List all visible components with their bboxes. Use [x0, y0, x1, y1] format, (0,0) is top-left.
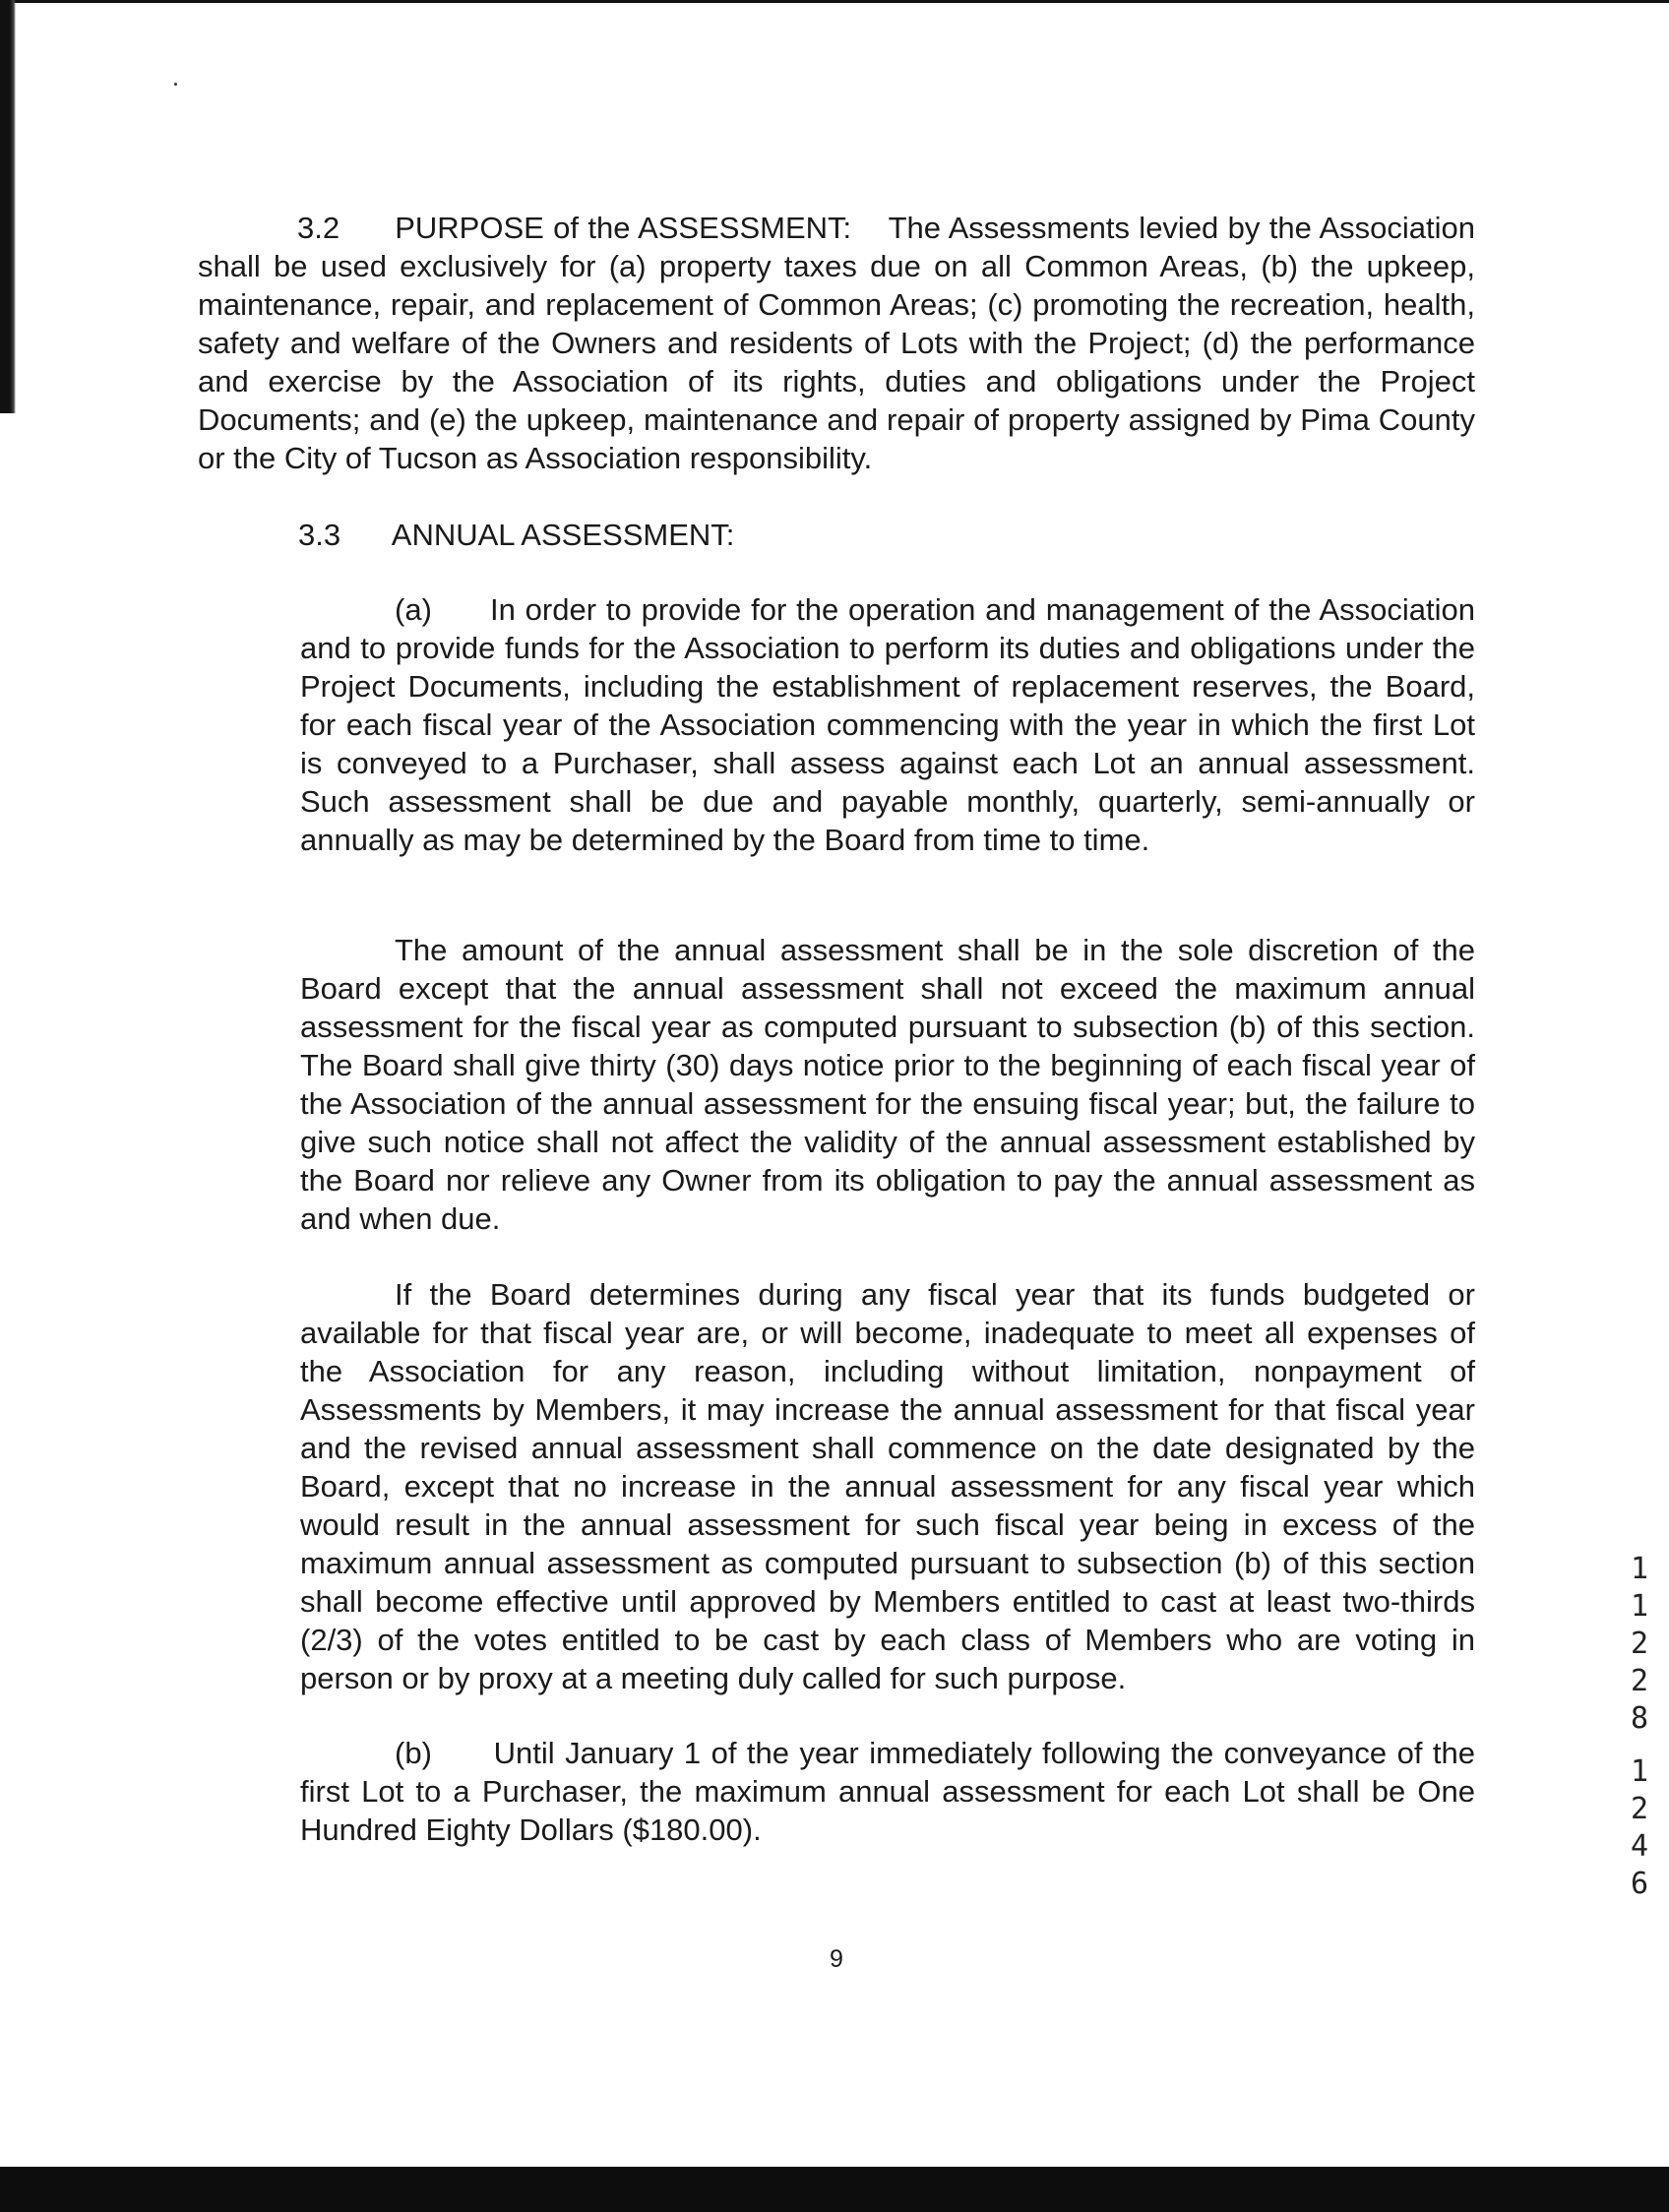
page-number: 9 [830, 1945, 843, 1973]
section-3-3-b-text: Until January 1 of the year immediately following the conveyance of the first Lot to a Purchaser, the maximum annual assessment for each Lot shall be One Hundred Eighty Dollars ($180.00). [300, 1736, 1475, 1847]
section-3-3-b-label: (b) [395, 1736, 432, 1770]
recording-stamp-line-2 [1628, 1753, 1651, 1903]
section-3-3-b-paragraph [300, 1734, 1475, 1849]
section-3-3-paragraph-2-text: The amount of the annual assessment shall be in the sole discretion of the Board except that the annual assessment shall not exceed the maximum annual assessment for the fiscal year as computed pursuant to subsection (b) of this section. The Board shall give thirty (30) days notice prior to the beginning of each fiscal year of the Association of the annual assessment for the ensuing fiscal year; but, the failure to give such notice shall not affect the validity of the annual assessment established by the Board nor relieve any Owner from its obligation to pay the annual assessment as and when due. [300, 933, 1475, 1236]
section-3-2-heading: PURPOSE of the ASSESSMENT: [395, 211, 852, 245]
stamp-digit: 2 [1630, 1627, 1649, 1661]
stamp-digit: 1 [1630, 1552, 1649, 1586]
section-3-2-paragraph [198, 209, 1475, 477]
stamp-digit: 6 [1630, 1867, 1649, 1901]
recording-stamp-line-1 [1628, 1551, 1651, 1738]
section-3-2-number: 3.2 [297, 211, 340, 245]
stamp-digit: 2 [1630, 1792, 1649, 1826]
stamp-digit: 8 [1630, 1701, 1649, 1736]
section-3-3-paragraph-3-text: If the Board determines during any fiscal year that its funds budgeted or available for that fiscal year are, or will become, inadequate to meet all expenses of the Association for any reason, including without limitation, nonpayment of Assessments by Members, it may increase the annual assessment for that fiscal year and the revised annual assessment shall commence on the date designated by the Board, except that no increase in the annual assessment for any fiscal year which would result in the annual assessment for such fiscal year being in excess of the maximum annual assessment as computed pursuant to subsection (b) of this section shall become effective until approved by Members entitled to cast at least two-thirds (2/3) of the votes entitled to be cast by each class of Members who are voting in person or by proxy at a meeting duly called for such purpose. [300, 1277, 1475, 1695]
section-3-3-a-text: In order to provide for the operation and management of the Association and to provide funds for the Association to perform its duties and obligations under the Project Documents, including the establishment of replacement reserves, the Board, for each fiscal year of the Association commencing with the year in which the first Lot is conveyed to a Purchaser, shall assess against each Lot an annual assessment. Such assessment shall be due and payable monthly, quarterly, semi-annually or annually as may be determined by the Board from time to time. [300, 592, 1475, 857]
section-3-2-text: The Assessments levied by the Association shall be used exclusively for (a) property taxes due on all Common Areas, (b) the upkeep, maintenance, repair, and replacement of Common Areas; (c) promoting the recreation, health, safety and welfare of the Owners and residents of Lots with the Project; (d) the performance and exercise by the Association of its rights, duties and obligations under the Project Documents; and (e) the upkeep, maintenance and repair of property assigned by Pima County or the City of Tucson as Association responsibility. [198, 211, 1475, 475]
section-3-3-heading-line [298, 516, 987, 554]
stamp-digit: 1 [1630, 1589, 1649, 1624]
section-3-3-paragraph-3 [300, 1275, 1475, 1697]
stamp-digit: 4 [1630, 1829, 1649, 1864]
scan-edge-bottom [0, 2167, 1669, 2212]
stamp-digit: 2 [1630, 1664, 1649, 1698]
section-3-3-heading: ANNUAL ASSESSMENT: [391, 518, 735, 552]
section-3-3-a-label: (a) [395, 592, 432, 627]
stamp-digit: 1 [1630, 1754, 1649, 1789]
section-3-3-a-paragraph [300, 590, 1475, 859]
section-3-3-paragraph-2 [300, 931, 1475, 1238]
section-3-3-number: 3.3 [298, 518, 341, 552]
